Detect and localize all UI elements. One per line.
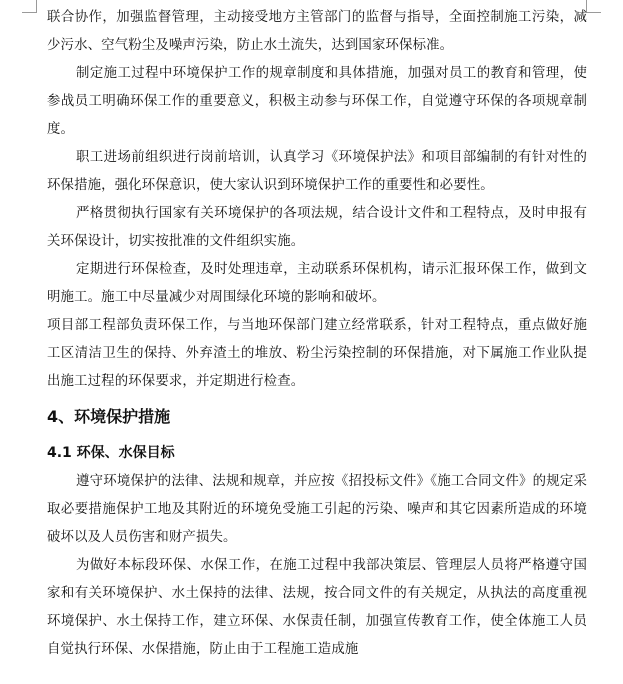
margin-corner-mark-left (22, 0, 37, 13)
body-paragraph: 为做好本标段环保、水保工作，在施工过程中我部决策层、管理层人员将严格遵守国家和有关环境保护、水土保持的法律、法规，按合同文件的有关规定，从执法的高度重视环境保护、水土保持工作，建立环保、水保责任制，加强宣传教育工作，使全体施工人员自觉执行环保、水保措施，防止由于工程施工造成施 (47, 558, 587, 657)
body-paragraph: 联合协作，加强监督管理，主动接受地方主管部门的监督与指导，全面控制施工污染，减少污水、空气粉尘及噪声污染，防止水土流失，达到国家环保标准。 (47, 10, 587, 53)
document-body (47, 4, 587, 664)
margin-corner-mark-right (586, 0, 601, 13)
body-paragraph: 制定施工过程中环境保护工作的规章制度和具体措施，加强对员工的教育和管理，使参战员工明确环保工作的重要意义，积极主动参与环保工作，自觉遵守环保的各项规章制度。 (47, 66, 587, 137)
body-paragraph: 职工进场前组织进行岗前培训，认真学习《环境保护法》和项目部编制的有针对性的环保措施，强化环保意识，使大家认识到环境保护工作的重要性和必要性。 (47, 150, 587, 193)
body-paragraph: 严格贯彻执行国家有关环境保护的各项法规，结合设计文件和工程特点，及时申报有关环保设计，切实按批准的文件组织实施。 (47, 206, 587, 249)
subsection-heading: 4.1 环保、水保目标 (47, 445, 175, 461)
body-paragraph: 项目部工程部负责环保工作，与当地环保部门建立经常联系，针对工程特点，重点做好施工区清洁卫生的保持、外弃渣土的堆放、粉尘污染控制的环保措施，对下属施工作业队提出施工过程的环保要求，并定期进行检查。 (47, 318, 587, 389)
body-paragraph: 定期进行环保检查，及时处理违章，主动联系环保机构，请示汇报环保工作，做到文明施工。施工中尽量减少对周围绿化环境的影响和破坏。 (47, 262, 587, 305)
body-paragraph: 遵守环境保护的法律、法规和规章，并应按《招投标文件》《施工合同文件》的规定采取必要措施保护工地及其附近的环境免受施工引起的污染、噪声和其它因素所造成的环境破坏以及人员伤害和财产损失。 (47, 474, 587, 545)
section-heading: 4、环境保护措施 (47, 407, 171, 426)
